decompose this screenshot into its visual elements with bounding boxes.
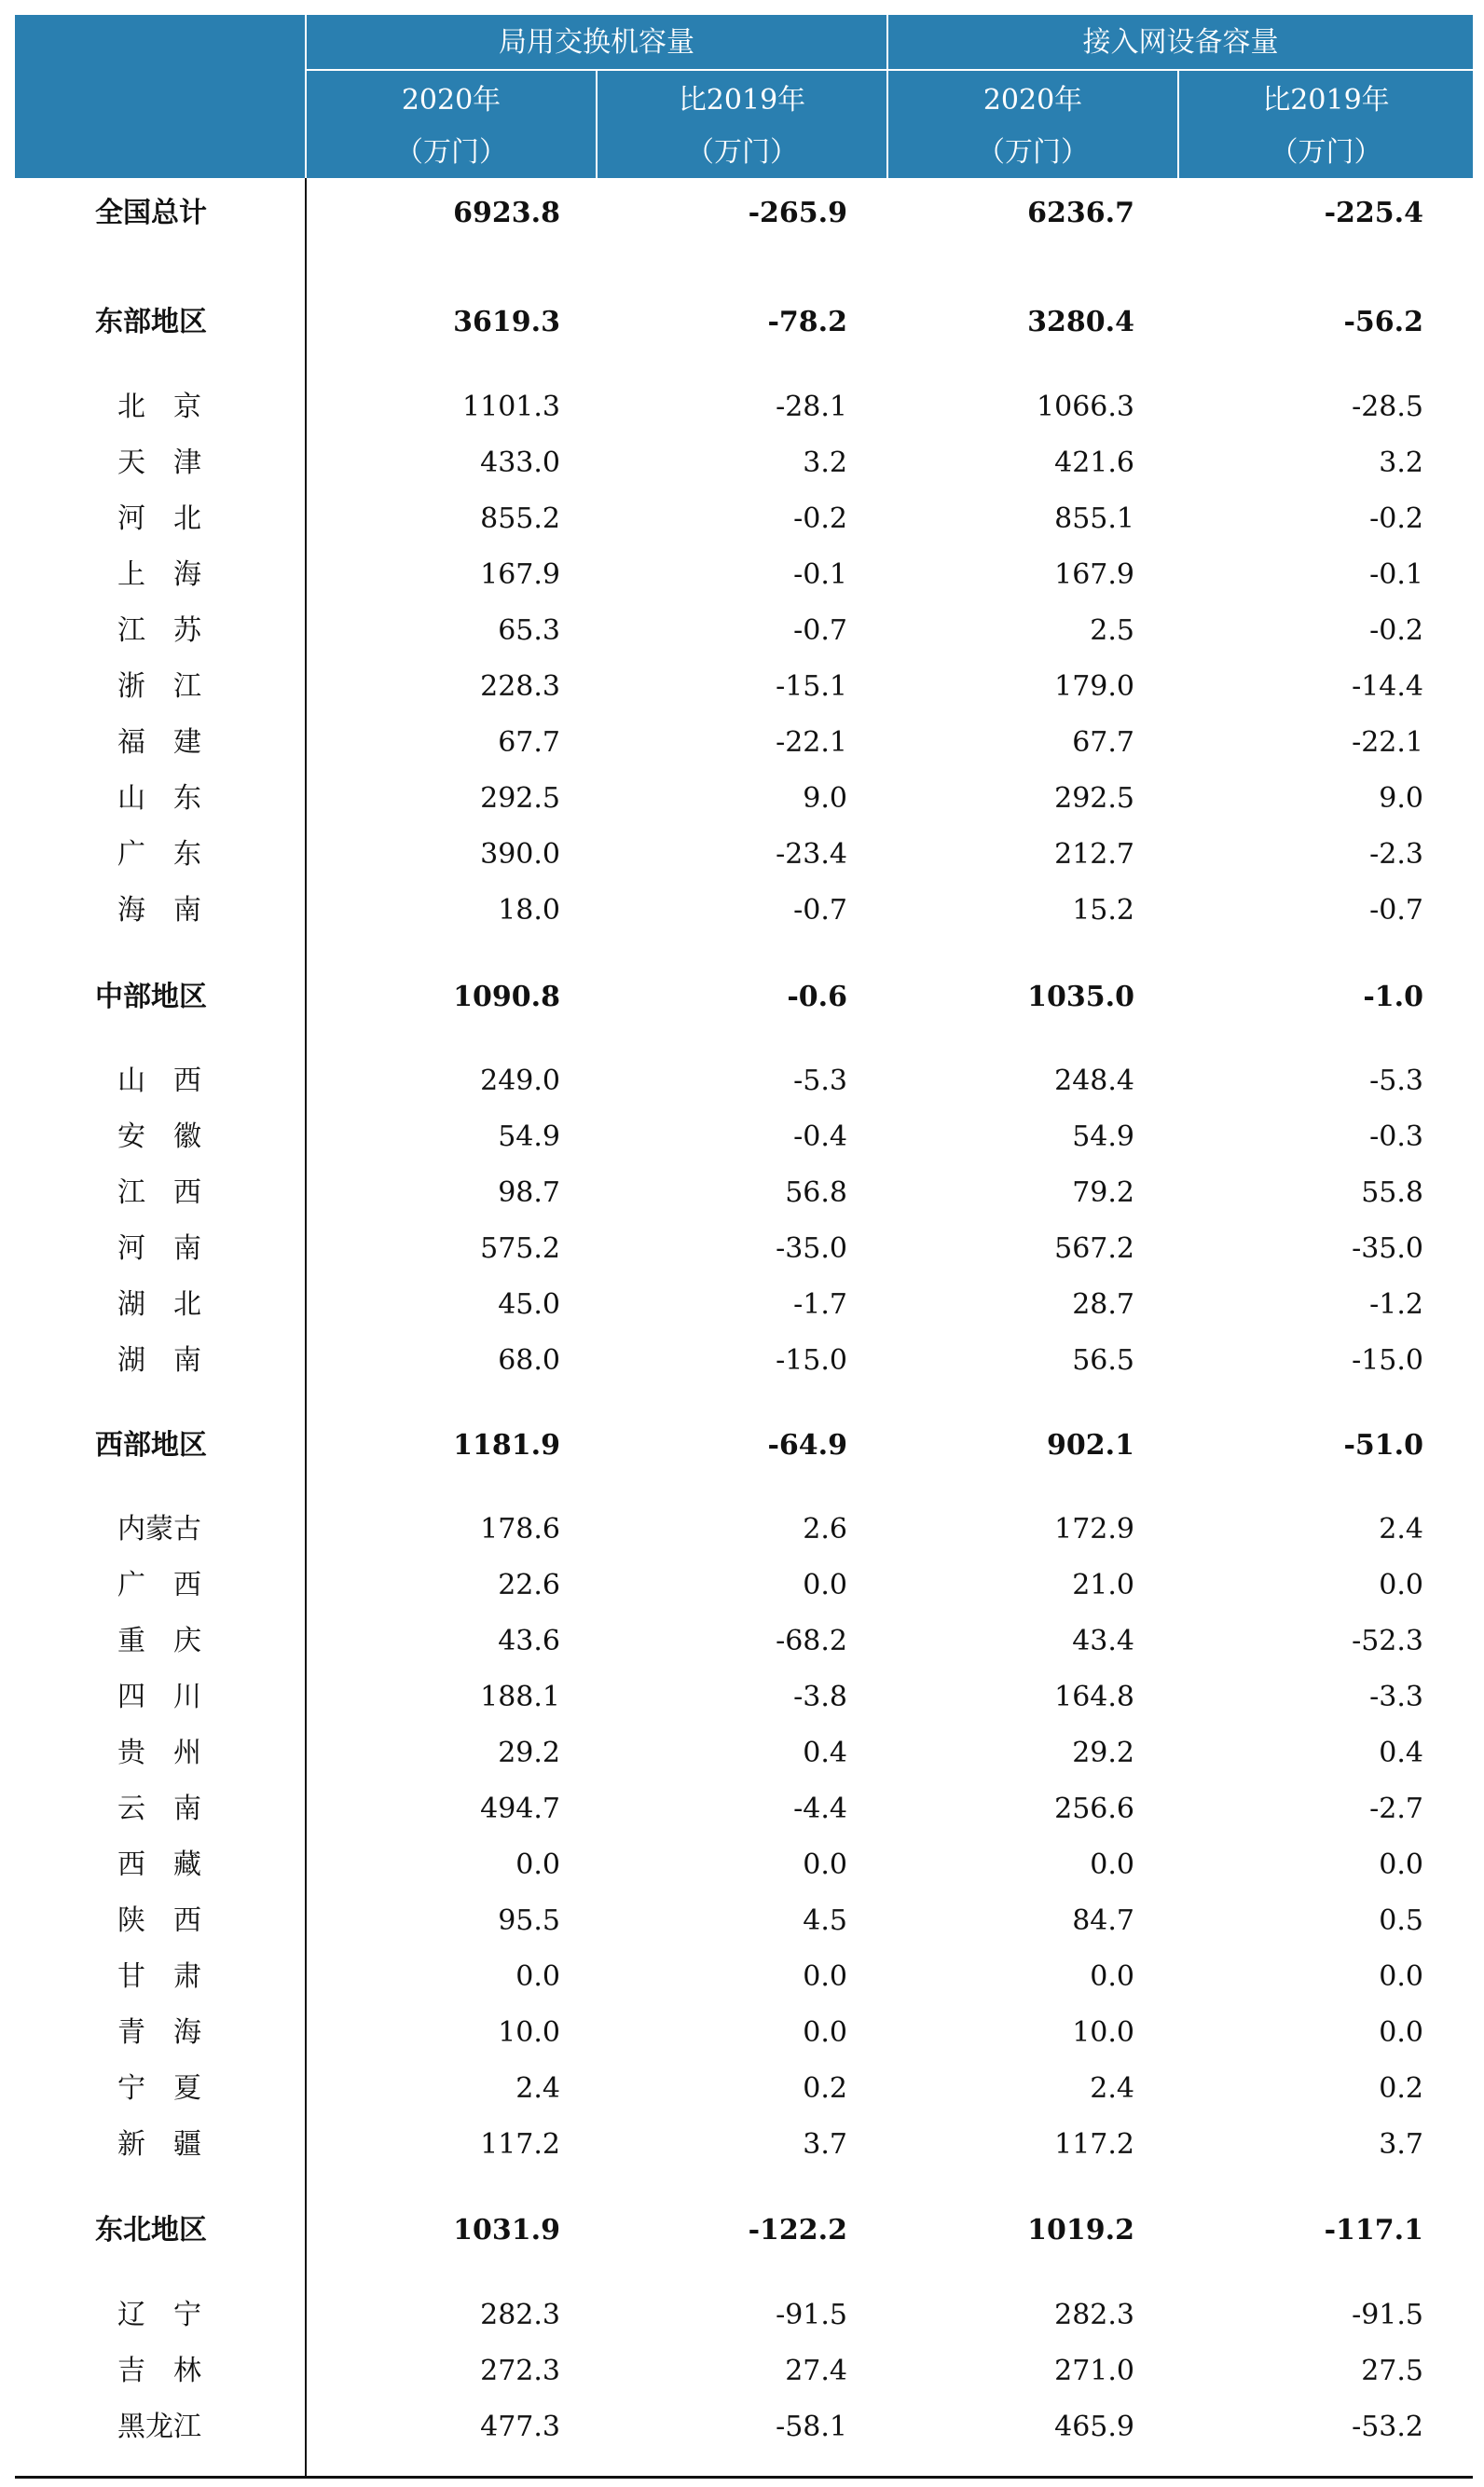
switch-capacity-value: 494.7	[480, 1793, 560, 1825]
access-change-value: 27.5	[1361, 2355, 1423, 2387]
switch-change-value: -0.6	[787, 981, 847, 1013]
access-change-value: -28.5	[1352, 391, 1423, 423]
table-row	[15, 1783, 1473, 1835]
table-row	[15, 773, 1473, 825]
switch-capacity-value: 68.0	[498, 1344, 560, 1377]
switch-change-value: -0.1	[793, 558, 847, 591]
table-row	[15, 605, 1473, 657]
table-row	[15, 1167, 1473, 1219]
switch-change-value: 3.7	[803, 2128, 847, 2161]
row-label: 河 北	[117, 502, 201, 535]
row-label: 吉 林	[117, 2355, 201, 2387]
access-change-value: -225.4	[1324, 197, 1423, 229]
table-row	[15, 381, 1473, 433]
access-capacity-value: 84.7	[1072, 1904, 1134, 1937]
switch-capacity-value: 98.7	[498, 1176, 560, 1209]
switch-capacity-value: 54.9	[498, 1120, 560, 1153]
switch-capacity-value: 855.2	[480, 502, 560, 535]
switch-change-value: -15.0	[776, 1344, 847, 1377]
switch-change-value: -35.0	[776, 1232, 847, 1265]
switch-change-value: -64.9	[767, 1429, 847, 1462]
access-change-value: 0.2	[1379, 2072, 1423, 2105]
row-label: 福 建	[117, 726, 201, 759]
access-capacity-value: 902.1	[1047, 1429, 1134, 1462]
access-change-value: 3.2	[1379, 447, 1423, 479]
switch-change-value: -3.8	[793, 1681, 847, 1713]
access-capacity-value: 79.2	[1072, 1176, 1134, 1209]
access-change-value: 55.8	[1361, 1176, 1423, 1209]
access-capacity-value: 421.6	[1054, 447, 1134, 479]
access-capacity-value: 2.5	[1090, 614, 1134, 647]
table-row	[15, 549, 1473, 601]
switch-capacity-value: 477.3	[480, 2411, 560, 2443]
switch-capacity-value: 0.0	[515, 1960, 560, 1993]
switch-capacity-value: 272.3	[480, 2355, 560, 2387]
access-change-value: 0.4	[1379, 1737, 1423, 1769]
access-change-value: -35.0	[1352, 1232, 1423, 1265]
row-label: 西部地区	[95, 1429, 207, 1462]
table-bottom-rule	[15, 2476, 1473, 2479]
switch-change-value: -0.2	[793, 502, 847, 535]
row-label: 湖 北	[117, 1288, 201, 1321]
switch-capacity-value: 1101.3	[462, 391, 560, 423]
switch-capacity-value: 228.3	[480, 670, 560, 703]
row-label: 新 疆	[117, 2128, 201, 2161]
access-change-value: 0.0	[1379, 2016, 1423, 2049]
row-label: 广 西	[117, 1569, 201, 1601]
switch-change-value: 0.0	[803, 1848, 847, 1881]
table-row	[15, 493, 1473, 545]
row-label: 陕 西	[117, 1904, 201, 1937]
row-label: 浙 江	[117, 670, 201, 703]
access-change-value: -53.2	[1352, 2411, 1423, 2443]
switch-capacity-value: 188.1	[480, 1681, 560, 1713]
switch-change-value: 0.0	[803, 2016, 847, 2049]
access-change-value: -0.2	[1369, 502, 1423, 535]
switch-capacity-value: 433.0	[480, 447, 560, 479]
switch-capacity-value: 1031.9	[453, 2214, 560, 2247]
access-capacity-value: 67.7	[1072, 726, 1134, 759]
switch-capacity-value: 292.5	[480, 782, 560, 815]
row-label: 内蒙古	[117, 1513, 201, 1546]
switch-change-value: 3.2	[803, 447, 847, 479]
group-header-switch-capacity: 局用交换机容量	[499, 26, 694, 59]
col-header-unit: （万门）	[1270, 136, 1382, 169]
access-capacity-value: 167.9	[1054, 558, 1134, 591]
col-header-year: 2020年	[401, 84, 502, 117]
access-capacity-value: 1066.3	[1037, 391, 1134, 423]
access-capacity-value: 172.9	[1054, 1513, 1134, 1546]
row-label: 天 津	[117, 447, 201, 479]
switch-change-value: -0.4	[793, 1120, 847, 1153]
access-capacity-value: 1019.2	[1027, 2214, 1134, 2247]
switch-change-value: -265.9	[748, 197, 847, 229]
table-row	[15, 1727, 1473, 1779]
access-change-value: -117.1	[1324, 2214, 1423, 2247]
row-label: 青 海	[117, 2016, 201, 2049]
table-row	[15, 1951, 1473, 2003]
access-capacity-value: 21.0	[1072, 1569, 1134, 1601]
table-row	[15, 1223, 1473, 1275]
access-change-value: 0.0	[1379, 1848, 1423, 1881]
table-row-total	[15, 296, 1473, 349]
table-row	[15, 1560, 1473, 1612]
switch-capacity-value: 1181.9	[453, 1429, 560, 1462]
row-label: 黑龙江	[117, 2411, 201, 2443]
access-change-value: -0.2	[1369, 614, 1423, 647]
switch-capacity-value: 3619.3	[453, 306, 560, 338]
table-row	[15, 1671, 1473, 1724]
table-row	[15, 829, 1473, 881]
switch-capacity-value: 0.0	[515, 1848, 560, 1881]
access-capacity-value: 0.0	[1090, 1960, 1134, 1993]
access-capacity-value: 2.4	[1090, 2072, 1134, 2105]
access-change-value: -0.7	[1369, 894, 1423, 927]
access-capacity-value: 855.1	[1054, 502, 1134, 535]
table-row	[15, 437, 1473, 489]
switch-change-value: 0.0	[803, 1569, 847, 1601]
row-label: 西 藏	[117, 1848, 201, 1881]
access-change-value: -3.3	[1369, 1681, 1423, 1713]
switch-capacity-value: 167.9	[480, 558, 560, 591]
table-row	[15, 717, 1473, 769]
switch-change-value: -23.4	[776, 838, 847, 871]
switch-capacity-value: 43.6	[498, 1625, 560, 1657]
col-header-unit: （万门）	[395, 136, 507, 169]
access-change-value: 0.0	[1379, 1569, 1423, 1601]
table-row	[15, 1504, 1473, 1556]
access-change-value: -0.1	[1369, 558, 1423, 591]
row-label: 宁 夏	[117, 2072, 201, 2105]
group-header-access-capacity: 接入网设备容量	[1082, 26, 1279, 59]
table-row	[15, 1111, 1473, 1163]
switch-capacity-value: 249.0	[480, 1065, 560, 1097]
access-capacity-value: 117.2	[1054, 2128, 1134, 2161]
row-label: 全国总计	[95, 197, 207, 229]
table-row	[15, 2345, 1473, 2398]
table-row	[15, 1055, 1473, 1107]
access-capacity-value: 465.9	[1054, 2411, 1134, 2443]
switch-capacity-value: 65.3	[498, 614, 560, 647]
switch-capacity-value: 2.4	[515, 2072, 560, 2105]
switch-change-value: 0.0	[803, 1960, 847, 1993]
table-row	[15, 885, 1473, 937]
row-label: 中部地区	[95, 981, 207, 1013]
switch-change-value: 0.4	[803, 1737, 847, 1769]
access-capacity-value: 164.8	[1054, 1681, 1134, 1713]
switch-change-value: 4.5	[803, 1904, 847, 1937]
switch-capacity-value: 10.0	[498, 2016, 560, 2049]
access-change-value: -22.1	[1352, 726, 1423, 759]
access-change-value: 2.4	[1379, 1513, 1423, 1546]
table-row	[15, 661, 1473, 713]
access-change-value: -56.2	[1343, 306, 1423, 338]
access-change-value: -52.3	[1352, 1625, 1423, 1657]
row-label: 安 徽	[117, 1120, 201, 1153]
row-label: 云 南	[117, 1793, 201, 1825]
table-row	[15, 1279, 1473, 1331]
switch-change-value: -0.7	[793, 894, 847, 927]
table-row	[15, 2401, 1473, 2453]
access-capacity-value: 6236.7	[1027, 197, 1134, 229]
switch-change-value: 2.6	[803, 1513, 847, 1546]
switch-capacity-value: 67.7	[498, 726, 560, 759]
switch-change-value: 0.2	[803, 2072, 847, 2105]
access-change-value: -1.0	[1363, 981, 1423, 1013]
row-label: 贵 州	[117, 1737, 201, 1769]
table-header	[15, 15, 1473, 178]
row-label: 北 京	[117, 391, 201, 423]
access-change-value: 9.0	[1379, 782, 1423, 815]
row-label: 湖 南	[117, 1344, 201, 1377]
table-row	[15, 1335, 1473, 1387]
access-capacity-value: 3280.4	[1027, 306, 1134, 338]
access-change-value: -1.2	[1369, 1288, 1423, 1321]
access-capacity-value: 248.4	[1054, 1065, 1134, 1097]
switch-change-value: -15.1	[776, 670, 847, 703]
table-row	[15, 2289, 1473, 2342]
access-change-value: -14.4	[1352, 670, 1423, 703]
access-capacity-value: 212.7	[1054, 838, 1134, 871]
row-label: 广 东	[117, 838, 201, 871]
access-change-value: -5.3	[1369, 1065, 1423, 1097]
access-capacity-value: 56.5	[1072, 1344, 1134, 1377]
switch-capacity-value: 45.0	[498, 1288, 560, 1321]
access-change-value: 0.0	[1379, 1960, 1423, 1993]
access-change-value: -51.0	[1343, 1429, 1423, 1462]
access-capacity-value: 54.9	[1072, 1120, 1134, 1153]
row-label: 东部地区	[95, 306, 207, 338]
access-capacity-value: 179.0	[1054, 670, 1134, 703]
table-row	[15, 2063, 1473, 2115]
access-change-value: 0.5	[1379, 1904, 1423, 1937]
table-row	[15, 1895, 1473, 1947]
access-capacity-value: 15.2	[1072, 894, 1134, 927]
row-label: 重 庆	[117, 1625, 201, 1657]
switch-change-value: -122.2	[748, 2214, 847, 2247]
access-change-value: -15.0	[1352, 1344, 1423, 1377]
access-change-value: -2.7	[1369, 1793, 1423, 1825]
access-change-value: -2.3	[1369, 838, 1423, 871]
col-header-year: 2020年	[982, 84, 1083, 117]
row-label: 辽 宁	[117, 2299, 201, 2331]
access-change-value: -91.5	[1352, 2299, 1423, 2331]
access-capacity-value: 10.0	[1072, 2016, 1134, 2049]
switch-capacity-value: 390.0	[480, 838, 560, 871]
row-label: 江 西	[117, 1176, 201, 1209]
switch-capacity-value: 29.2	[498, 1737, 560, 1769]
header-divider	[305, 69, 1473, 71]
table-row	[15, 1839, 1473, 1891]
table-row	[15, 1615, 1473, 1668]
access-capacity-value: 28.7	[1072, 1288, 1134, 1321]
row-label: 甘 肃	[117, 1960, 201, 1993]
access-capacity-value: 43.4	[1072, 1625, 1134, 1657]
access-change-value: -0.3	[1369, 1120, 1423, 1153]
switch-change-value: -5.3	[793, 1065, 847, 1097]
switch-change-value: -78.2	[767, 306, 847, 338]
switch-change-value: -91.5	[776, 2299, 847, 2331]
switch-change-value: 27.4	[785, 2355, 847, 2387]
switch-capacity-value: 18.0	[498, 894, 560, 927]
switch-capacity-value: 1090.8	[453, 981, 560, 1013]
table-row	[15, 2007, 1473, 2059]
access-capacity-value: 271.0	[1054, 2355, 1134, 2387]
access-change-value: 3.7	[1379, 2128, 1423, 2161]
table-row-total	[15, 1420, 1473, 1472]
switch-change-value: -1.7	[793, 1288, 847, 1321]
switch-capacity-value: 178.6	[480, 1513, 560, 1546]
switch-change-value: -28.1	[776, 391, 847, 423]
switch-change-value: -22.1	[776, 726, 847, 759]
switch-capacity-value: 22.6	[498, 1569, 560, 1601]
access-capacity-value: 0.0	[1090, 1848, 1134, 1881]
switch-capacity-value: 117.2	[480, 2128, 560, 2161]
row-label: 上 海	[117, 558, 201, 591]
row-label: 江 苏	[117, 614, 201, 647]
row-label: 海 南	[117, 894, 201, 927]
col-header-change: 比2019年	[678, 84, 806, 117]
access-capacity-value: 29.2	[1072, 1737, 1134, 1769]
col-header-unit: （万门）	[977, 136, 1089, 169]
switch-capacity-value: 6923.8	[453, 197, 560, 229]
switch-change-value: 9.0	[803, 782, 847, 815]
switch-change-value: -4.4	[793, 1793, 847, 1825]
table-row	[15, 2119, 1473, 2171]
access-capacity-value: 256.6	[1054, 1793, 1134, 1825]
switch-change-value: -58.1	[776, 2411, 847, 2443]
access-capacity-value: 567.2	[1054, 1232, 1134, 1265]
switch-capacity-value: 282.3	[480, 2299, 560, 2331]
table-row-total	[15, 187, 1473, 240]
table-row-total	[15, 971, 1473, 1024]
row-label: 东北地区	[95, 2214, 207, 2247]
switch-change-value: 56.8	[785, 1176, 847, 1209]
row-label: 山 东	[117, 782, 201, 815]
row-label: 河 南	[117, 1232, 201, 1265]
table-row-total	[15, 2205, 1473, 2257]
switch-capacity-value: 575.2	[480, 1232, 560, 1265]
switch-change-value: -68.2	[776, 1625, 847, 1657]
access-capacity-value: 1035.0	[1027, 981, 1134, 1013]
col-header-change: 比2019年	[1262, 84, 1390, 117]
row-label: 山 西	[117, 1065, 201, 1097]
col-header-unit: （万门）	[686, 136, 798, 169]
switch-capacity-value: 95.5	[498, 1904, 560, 1937]
access-capacity-value: 282.3	[1054, 2299, 1134, 2331]
switch-change-value: -0.7	[793, 614, 847, 647]
row-label: 四 川	[117, 1681, 201, 1713]
access-capacity-value: 292.5	[1054, 782, 1134, 815]
